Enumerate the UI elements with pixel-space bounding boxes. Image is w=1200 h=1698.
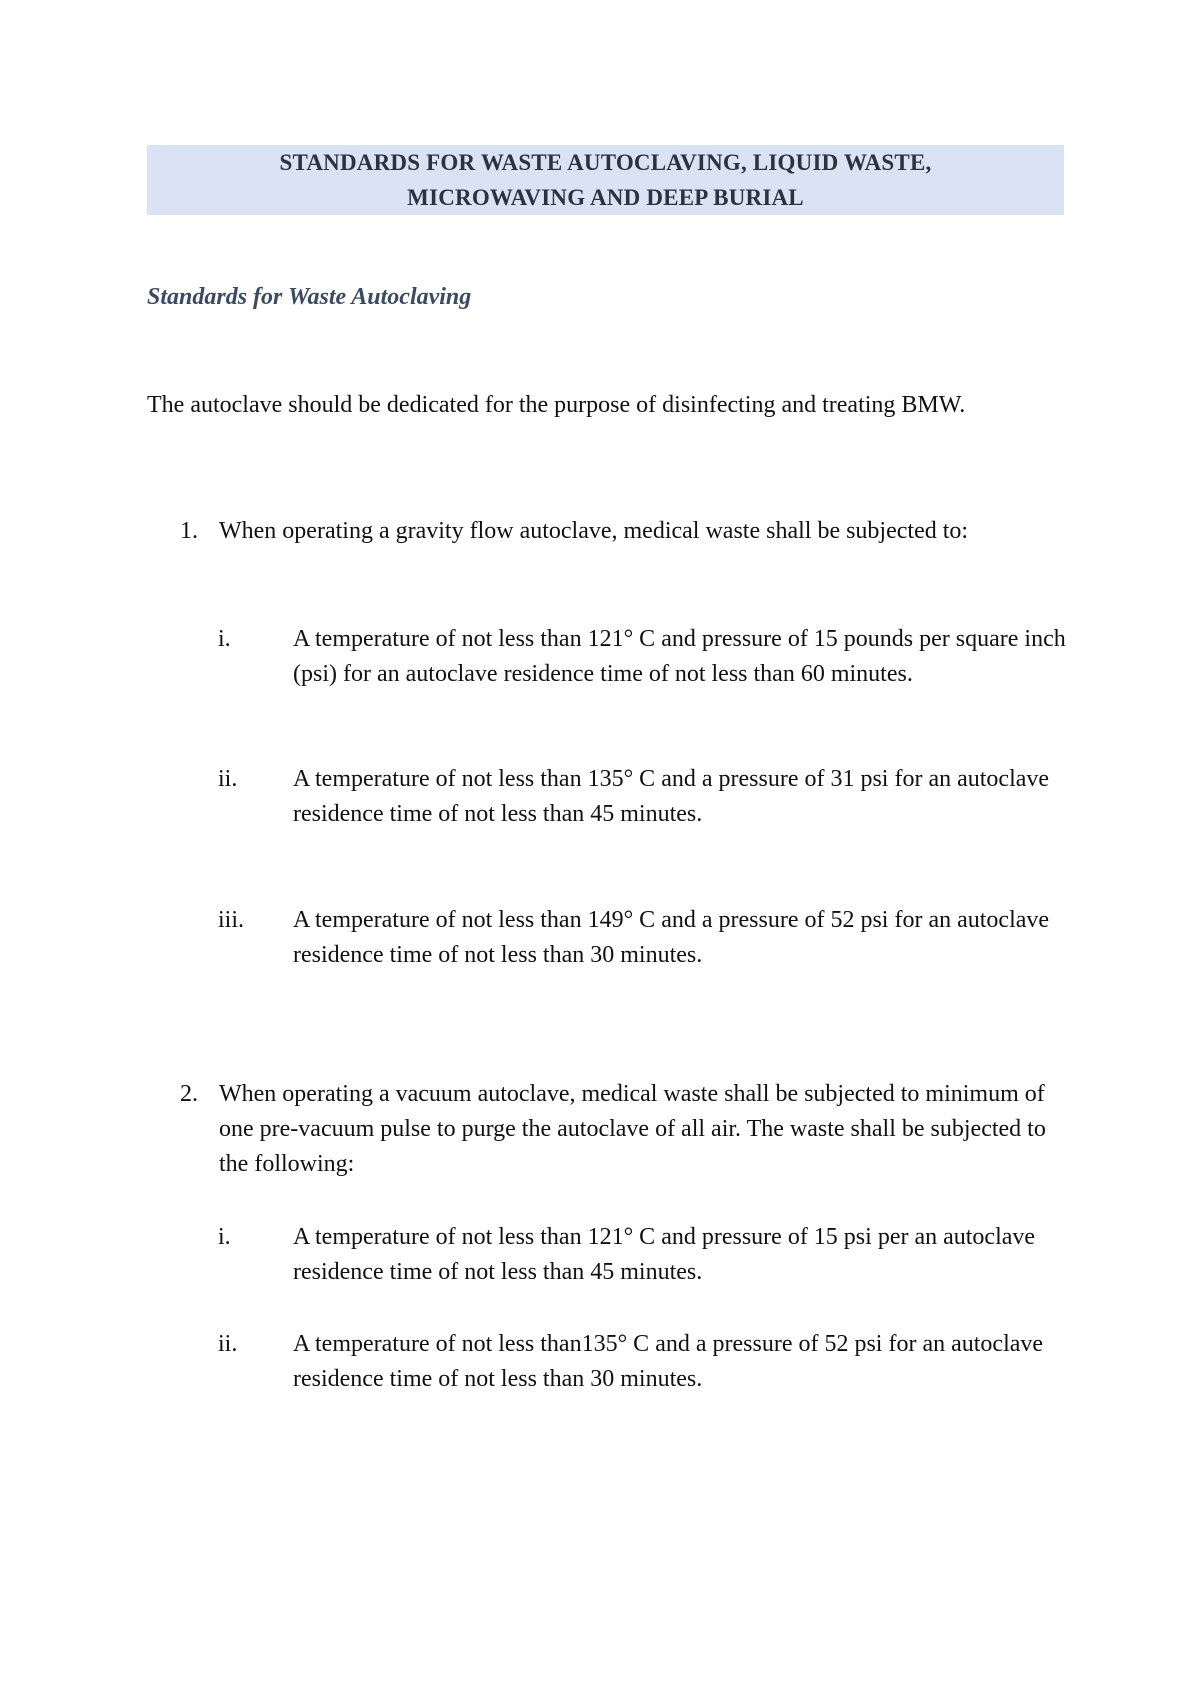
title-line-2: MICROWAVING AND DEEP BURIAL (407, 185, 804, 210)
sub-list-text: A temperature of not less than 121° C and pressure of 15 psi per an autoclave residence time of not less than 45 minutes. (293, 1224, 1036, 1285)
sub-list-numeral: i. (218, 1224, 231, 1250)
sub-list-text: A temperature of not less than 135° C and a pressure of 31 psi for an autoclave residence time of not less than 45 minutes. (293, 766, 1050, 827)
sub-list-numeral: iii. (218, 907, 245, 933)
intro-paragraph: The autoclave should be dedicated for the purpose of disinfecting and treating BMW. (147, 392, 966, 418)
list-item-text: When operating a vacuum autoclave, medical waste shall be subjected to minimum of one pre-vacuum pulse to purge the autoclave of all air. The waste shall be subjected to the following: (219, 1081, 1046, 1177)
title-banner (147, 145, 1064, 215)
list-item-text: When operating a gravity flow autoclave, medical waste shall be subjected to: (219, 518, 969, 544)
list-item-number: 2. (180, 1081, 198, 1107)
sub-list-text: A temperature of not less than135° C and a pressure of 52 psi for an autoclave residence time of not less than 30 minutes. (293, 1331, 1044, 1392)
sub-list-numeral: ii. (218, 766, 238, 792)
sub-list-numeral: ii. (218, 1331, 238, 1357)
sub-list-text: A temperature of not less than 149° C and a pressure of 52 psi for an autoclave residence time of not less than 30 minutes. (293, 907, 1050, 968)
sub-list-text: A temperature of not less than 121° C and pressure of 15 pounds per square inch (psi) for an autoclave residence time of not less than 60 minutes. (293, 626, 1066, 687)
title-line-1: STANDARDS FOR WASTE AUTOCLAVING, LIQUID WASTE, (279, 150, 932, 175)
sub-list-numeral: i. (218, 626, 231, 652)
list-item-number: 1. (180, 518, 198, 544)
section-heading: Standards for Waste Autoclaving (147, 284, 472, 310)
